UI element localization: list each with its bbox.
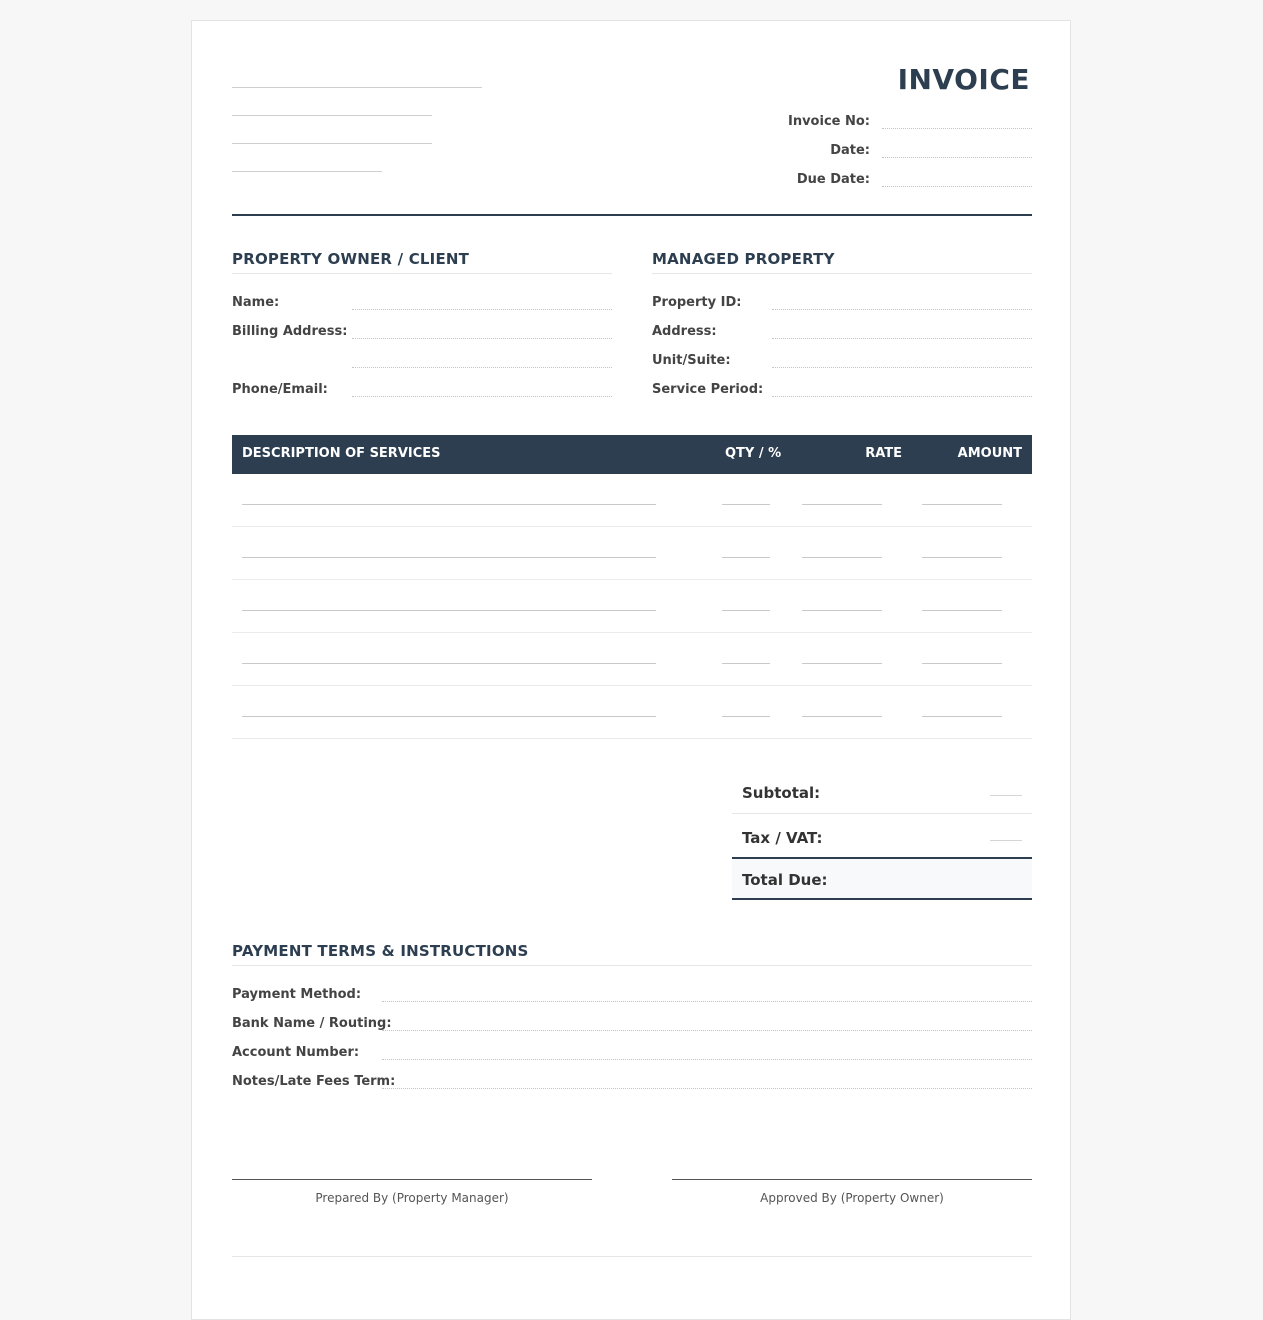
row-amount-field[interactable] [922, 557, 1002, 558]
client-phone-label: Phone/Email: [232, 382, 328, 397]
approved-by-caption: Approved By (Property Owner) [760, 1191, 944, 1205]
invoice-title: INVOICE [897, 63, 1030, 96]
payment-heading-underline [232, 965, 1032, 966]
property-heading: MANAGED PROPERTY [652, 250, 835, 268]
column-amount: AMOUNT [957, 446, 1022, 461]
company-address-line-2[interactable] [232, 143, 432, 144]
table-row-separator [232, 685, 1032, 686]
row-rate-field[interactable] [802, 610, 882, 611]
client-heading: PROPERTY OWNER / CLIENT [232, 250, 470, 268]
payment-method-field[interactable] [382, 1001, 1032, 1002]
row-amount-field[interactable] [922, 504, 1002, 505]
property-address-label: Address: [652, 324, 717, 339]
table-row-separator [232, 579, 1032, 580]
table-row-separator [232, 632, 1032, 633]
column-description: DESCRIPTION OF SERVICES [242, 446, 441, 461]
company-contact-line[interactable] [232, 171, 382, 172]
subtotal-separator [732, 813, 1032, 814]
services-table-header [232, 435, 1032, 474]
client-name-label: Name: [232, 295, 280, 310]
company-name-line[interactable] [232, 87, 482, 88]
prepared-by-signature-line[interactable] [232, 1179, 592, 1180]
row-description-field[interactable] [242, 557, 656, 558]
row-rate-field[interactable] [802, 504, 882, 505]
property-period-label: Service Period: [652, 382, 764, 397]
header-divider [232, 214, 1032, 216]
invoice-number-field[interactable] [882, 128, 1032, 129]
payment-method-label: Payment Method: [232, 987, 362, 1002]
row-amount-field[interactable] [922, 663, 1002, 664]
bank-routing-field[interactable] [382, 1030, 1032, 1031]
subtotal-value-field[interactable] [990, 795, 1022, 796]
property-unit-label: Unit/Suite: [652, 353, 731, 368]
notes-late-fees-label: Notes/Late Fees Term: [232, 1074, 396, 1089]
row-qty-field[interactable] [722, 557, 770, 558]
row-description-field[interactable] [242, 610, 656, 611]
property-id-field[interactable] [772, 309, 1032, 310]
client-billing-field-1[interactable] [352, 338, 612, 339]
row-rate-field[interactable] [802, 557, 882, 558]
account-number-field[interactable] [382, 1059, 1032, 1060]
footer-divider [232, 1256, 1032, 1257]
row-qty-field[interactable] [722, 663, 770, 664]
property-unit-field[interactable] [772, 367, 1032, 368]
invoice-sheet [191, 20, 1071, 1320]
invoice-date-label: Date: [830, 143, 870, 158]
property-address-field[interactable] [772, 338, 1032, 339]
account-number-label: Account Number: [232, 1045, 360, 1060]
row-qty-field[interactable] [722, 610, 770, 611]
column-qty: QTY / % [725, 446, 782, 461]
client-billing-field-2[interactable] [352, 367, 612, 368]
notes-late-fees-field[interactable] [382, 1088, 1032, 1089]
row-amount-field[interactable] [922, 610, 1002, 611]
row-qty-field[interactable] [722, 504, 770, 505]
client-heading-underline [232, 273, 612, 274]
bank-routing-label: Bank Name / Routing: [232, 1016, 392, 1031]
tax-label: Tax / VAT: [742, 829, 823, 847]
row-qty-field[interactable] [722, 716, 770, 717]
subtotal-label: Subtotal: [742, 784, 821, 802]
property-heading-underline [652, 273, 1032, 274]
row-amount-field[interactable] [922, 716, 1002, 717]
row-rate-field[interactable] [802, 663, 882, 664]
property-id-label: Property ID: [652, 295, 742, 310]
invoice-due-date-label: Due Date: [796, 172, 870, 187]
invoice-date-field[interactable] [882, 157, 1032, 158]
row-description-field[interactable] [242, 504, 656, 505]
table-row-separator [232, 526, 1032, 527]
invoice-number-label: Invoice No: [787, 114, 870, 129]
prepared-by-caption: Prepared By (Property Manager) [315, 1191, 509, 1205]
row-rate-field[interactable] [802, 716, 882, 717]
approved-by-signature-line[interactable] [672, 1179, 1032, 1180]
invoice-due-date-field[interactable] [882, 186, 1032, 187]
column-rate: RATE [865, 446, 902, 461]
payment-heading: PAYMENT TERMS & INSTRUCTIONS [232, 942, 529, 960]
tax-value-field[interactable] [990, 840, 1022, 841]
property-period-field[interactable] [772, 396, 1032, 397]
row-description-field[interactable] [242, 663, 656, 664]
client-name-field[interactable] [352, 309, 612, 310]
row-description-field[interactable] [242, 716, 656, 717]
table-row-separator [232, 738, 1032, 739]
company-address-line-1[interactable] [232, 115, 432, 116]
client-billing-label: Billing Address: [232, 324, 348, 339]
total-due-label: Total Due: [742, 871, 828, 889]
client-phone-field[interactable] [352, 396, 612, 397]
